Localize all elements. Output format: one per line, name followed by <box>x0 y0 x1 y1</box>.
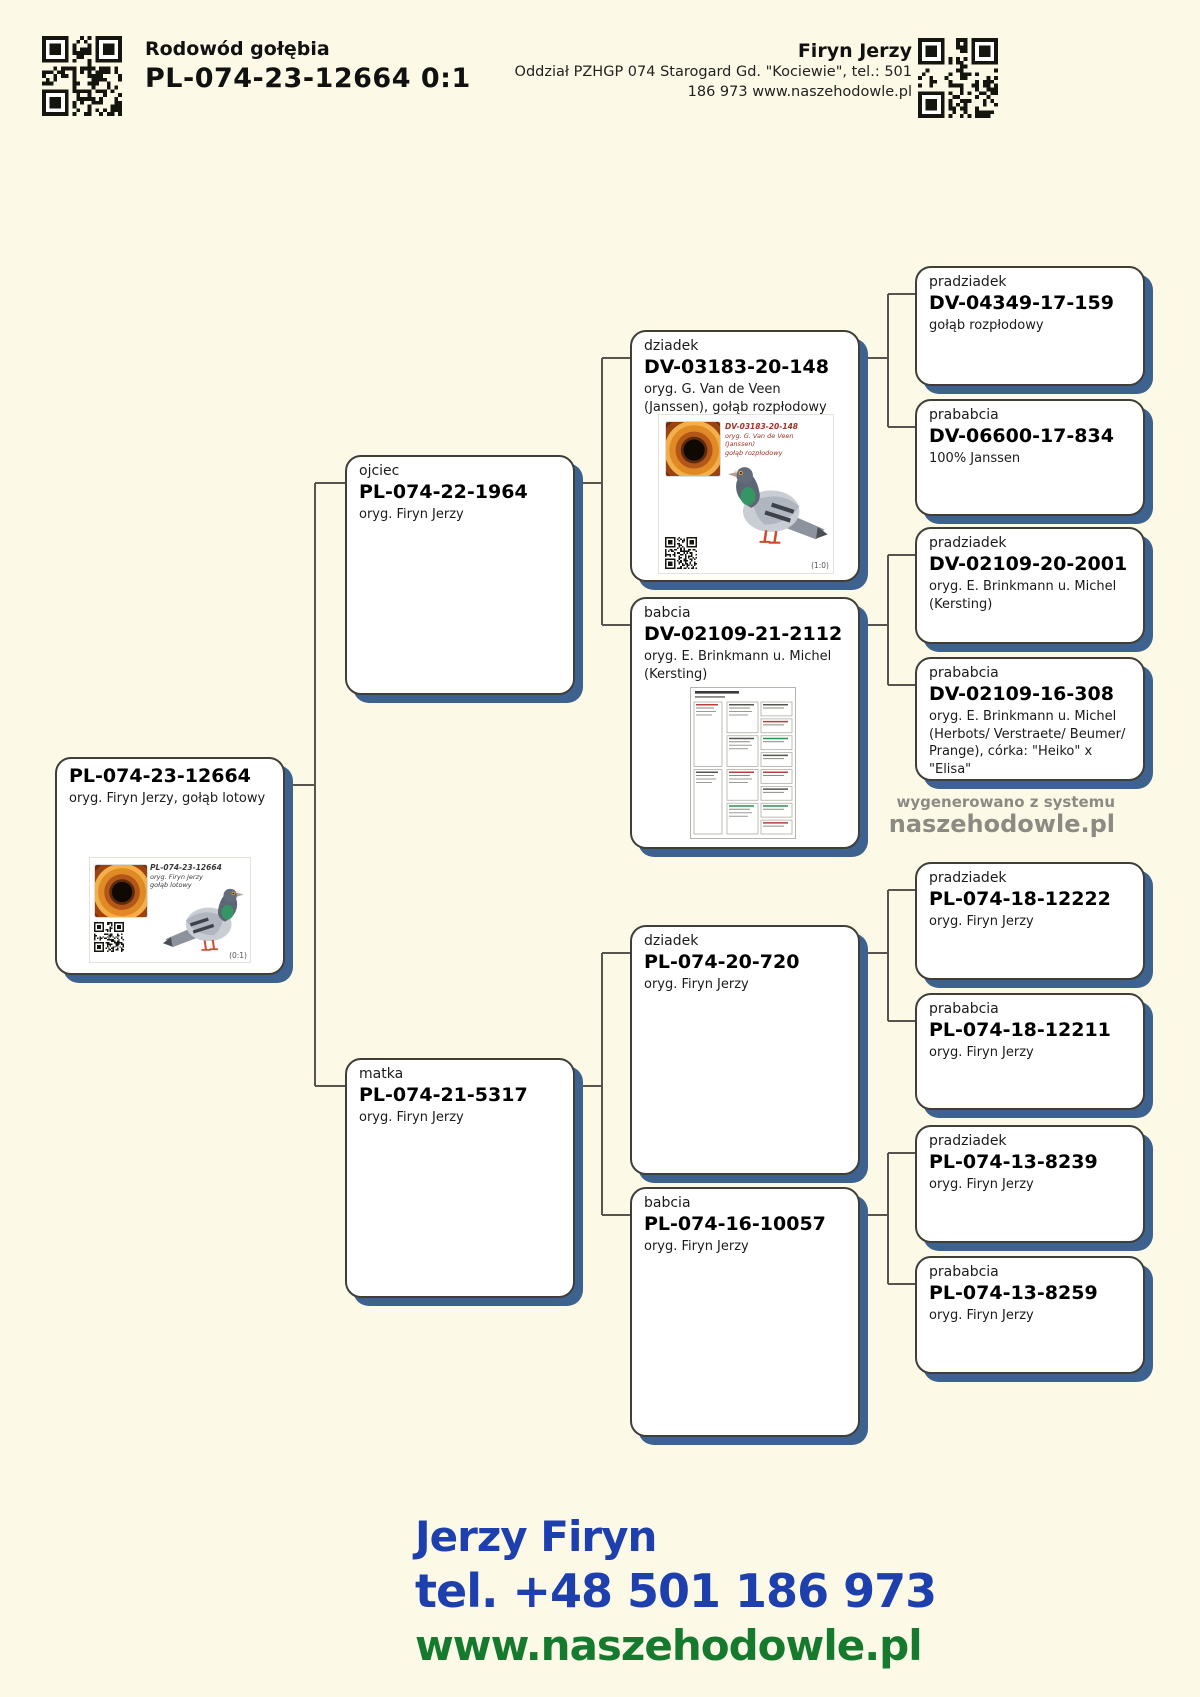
box-great-grandfather-1 <box>915 266 1145 386</box>
footer-breeder-name: Jerzy Firyn <box>415 1512 657 1561</box>
ring-number: DV-02109-16-308 <box>929 683 1114 705</box>
ring-number: PL-074-20-720 <box>644 951 800 973</box>
box-grandmother-paternal <box>630 597 860 849</box>
watermark-line2: naszehodowle.pl <box>888 810 1115 838</box>
box-great-grandfather-4 <box>915 1125 1145 1243</box>
watermark-line1: wygenerowano z systemu <box>896 793 1115 811</box>
photo-qr-code <box>665 537 697 569</box>
photo-caption: DV-03183-20-148 oryg. G. Van de Veen (Janssen) gołąb rozpłodowy <box>725 422 799 457</box>
ring-number: PL-074-16-10057 <box>644 1213 826 1235</box>
relation-label: babcia <box>644 605 691 621</box>
relation-label: dziadek <box>644 933 699 949</box>
relation-label: ojciec <box>359 463 400 479</box>
pigeon-description: oryg. Firyn Jerzy <box>644 977 749 992</box>
document-title: Rodowód gołębia <box>145 38 330 60</box>
box-subject-pigeon <box>55 757 285 975</box>
pigeon-eye-photo <box>665 421 721 477</box>
ring-number: PL-074-21-5317 <box>359 1084 528 1106</box>
relation-label: prababcia <box>929 1264 999 1280</box>
club-info-line1: Oddział PZHGP 074 Starogard Gd. "Kociewie", tel.: 501 <box>514 64 912 80</box>
pigeon-description: oryg. Firyn Jerzy <box>359 507 464 522</box>
photo-caption: PL-074-23-12664 oryg. Firyn Jerzy gołąb lotowy <box>150 863 222 889</box>
relation-label: pradziadek <box>929 274 1007 290</box>
footer-phone: tel. +48 501 186 973 <box>415 1564 937 1618</box>
pigeon-description: gołąb rozpłodowy <box>929 318 1044 333</box>
box-great-grandmother-3 <box>915 993 1145 1110</box>
box-father <box>345 455 575 695</box>
pigeon-description: 100% Janssen <box>929 451 1021 466</box>
relation-label: pradziadek <box>929 1133 1007 1149</box>
ring-number: DV-06600-17-834 <box>929 425 1114 447</box>
breeder-name: Firyn Jerzy <box>797 40 912 62</box>
pigeon-description: oryg. Firyn Jerzy <box>644 1239 749 1254</box>
qr-code-left <box>42 36 122 116</box>
pigeon-description: oryg. E. Brinkmann u. Michel (Kersting) <box>929 579 1117 612</box>
ring-number: PL-074-18-12211 <box>929 1019 1111 1041</box>
box-great-grandfather-2 <box>915 527 1145 644</box>
relation-label: prababcia <box>929 1001 999 1017</box>
relation-label: matka <box>359 1066 404 1082</box>
pigeon-illustration <box>723 461 831 553</box>
footer-website: www.naszehodowle.pl <box>415 1621 922 1670</box>
box-mother <box>345 1058 575 1298</box>
photo-qr-code <box>94 922 124 952</box>
relation-label: babcia <box>644 1195 691 1211</box>
pigeon-eye-photo <box>94 864 148 918</box>
pigeon-description: oryg. Firyn Jerzy <box>359 1110 464 1125</box>
ring-number: DV-02109-20-2001 <box>929 553 1128 575</box>
pigeon-description: oryg. Firyn Jerzy <box>929 1177 1034 1192</box>
pigeon-description: oryg. Firyn Jerzy <box>929 1308 1034 1323</box>
ring-number: PL-074-13-8239 <box>929 1151 1098 1173</box>
pedigree-document-thumbnail <box>690 687 796 839</box>
box-great-grandmother-2 <box>915 657 1145 781</box>
pigeon-description: oryg. Firyn Jerzy <box>929 1045 1034 1060</box>
box-great-grandmother-4 <box>915 1256 1145 1374</box>
photo-score: (0:1) <box>229 951 247 960</box>
club-info-line2: 186 973 www.naszehodowle.pl <box>687 84 912 100</box>
box-grandfather-paternal <box>630 330 860 582</box>
pigeon-description: oryg. Firyn Jerzy <box>929 914 1034 929</box>
pigeon-description: oryg. G. Van de Veen (Janssen), gołąb rozpłodowy <box>644 382 827 415</box>
box-grandfather-maternal <box>630 925 860 1175</box>
pigeon-illustration <box>160 884 248 958</box>
ring-number: DV-02109-21-2112 <box>644 623 843 645</box>
ring-number: PL-074-18-12222 <box>929 888 1111 910</box>
ring-number: DV-03183-20-148 <box>644 356 829 378</box>
ring-number: DV-04349-17-159 <box>929 292 1114 314</box>
pigeon-description: oryg. E. Brinkmann u. Michel (Kersting) <box>644 649 832 682</box>
ring-number: PL-074-23-12664 <box>69 765 251 787</box>
relation-label: dziadek <box>644 338 699 354</box>
system-watermark <box>889 793 1115 838</box>
footer-contact-block <box>415 1510 936 1672</box>
pigeon-description: oryg. E. Brinkmann u. Michel (Herbots/ Verstraete/ Beumer/ Prange), córka: "Heiko" x "Elisa" <box>929 709 1126 777</box>
relation-label: prababcia <box>929 407 999 423</box>
box-grandmother-maternal <box>630 1187 860 1437</box>
relation-label: pradziadek <box>929 870 1007 886</box>
pigeon-description: oryg. Firyn Jerzy, gołąb lotowy <box>69 791 266 806</box>
document-ring-number: PL-074-23-12664 0:1 <box>145 63 471 94</box>
relation-label: pradziadek <box>929 535 1007 551</box>
breeder-header-block <box>432 40 912 102</box>
ring-number: PL-074-22-1964 <box>359 481 528 503</box>
qr-code-right <box>918 38 998 118</box>
relation-label: prababcia <box>929 665 999 681</box>
box-great-grandmother-1 <box>915 399 1145 516</box>
ring-number: PL-074-13-8259 <box>929 1282 1098 1304</box>
photo-score: (1:0) <box>811 561 829 570</box>
pigeon-photo <box>658 414 834 574</box>
box-great-grandfather-3 <box>915 862 1145 980</box>
pigeon-photo <box>89 857 251 963</box>
